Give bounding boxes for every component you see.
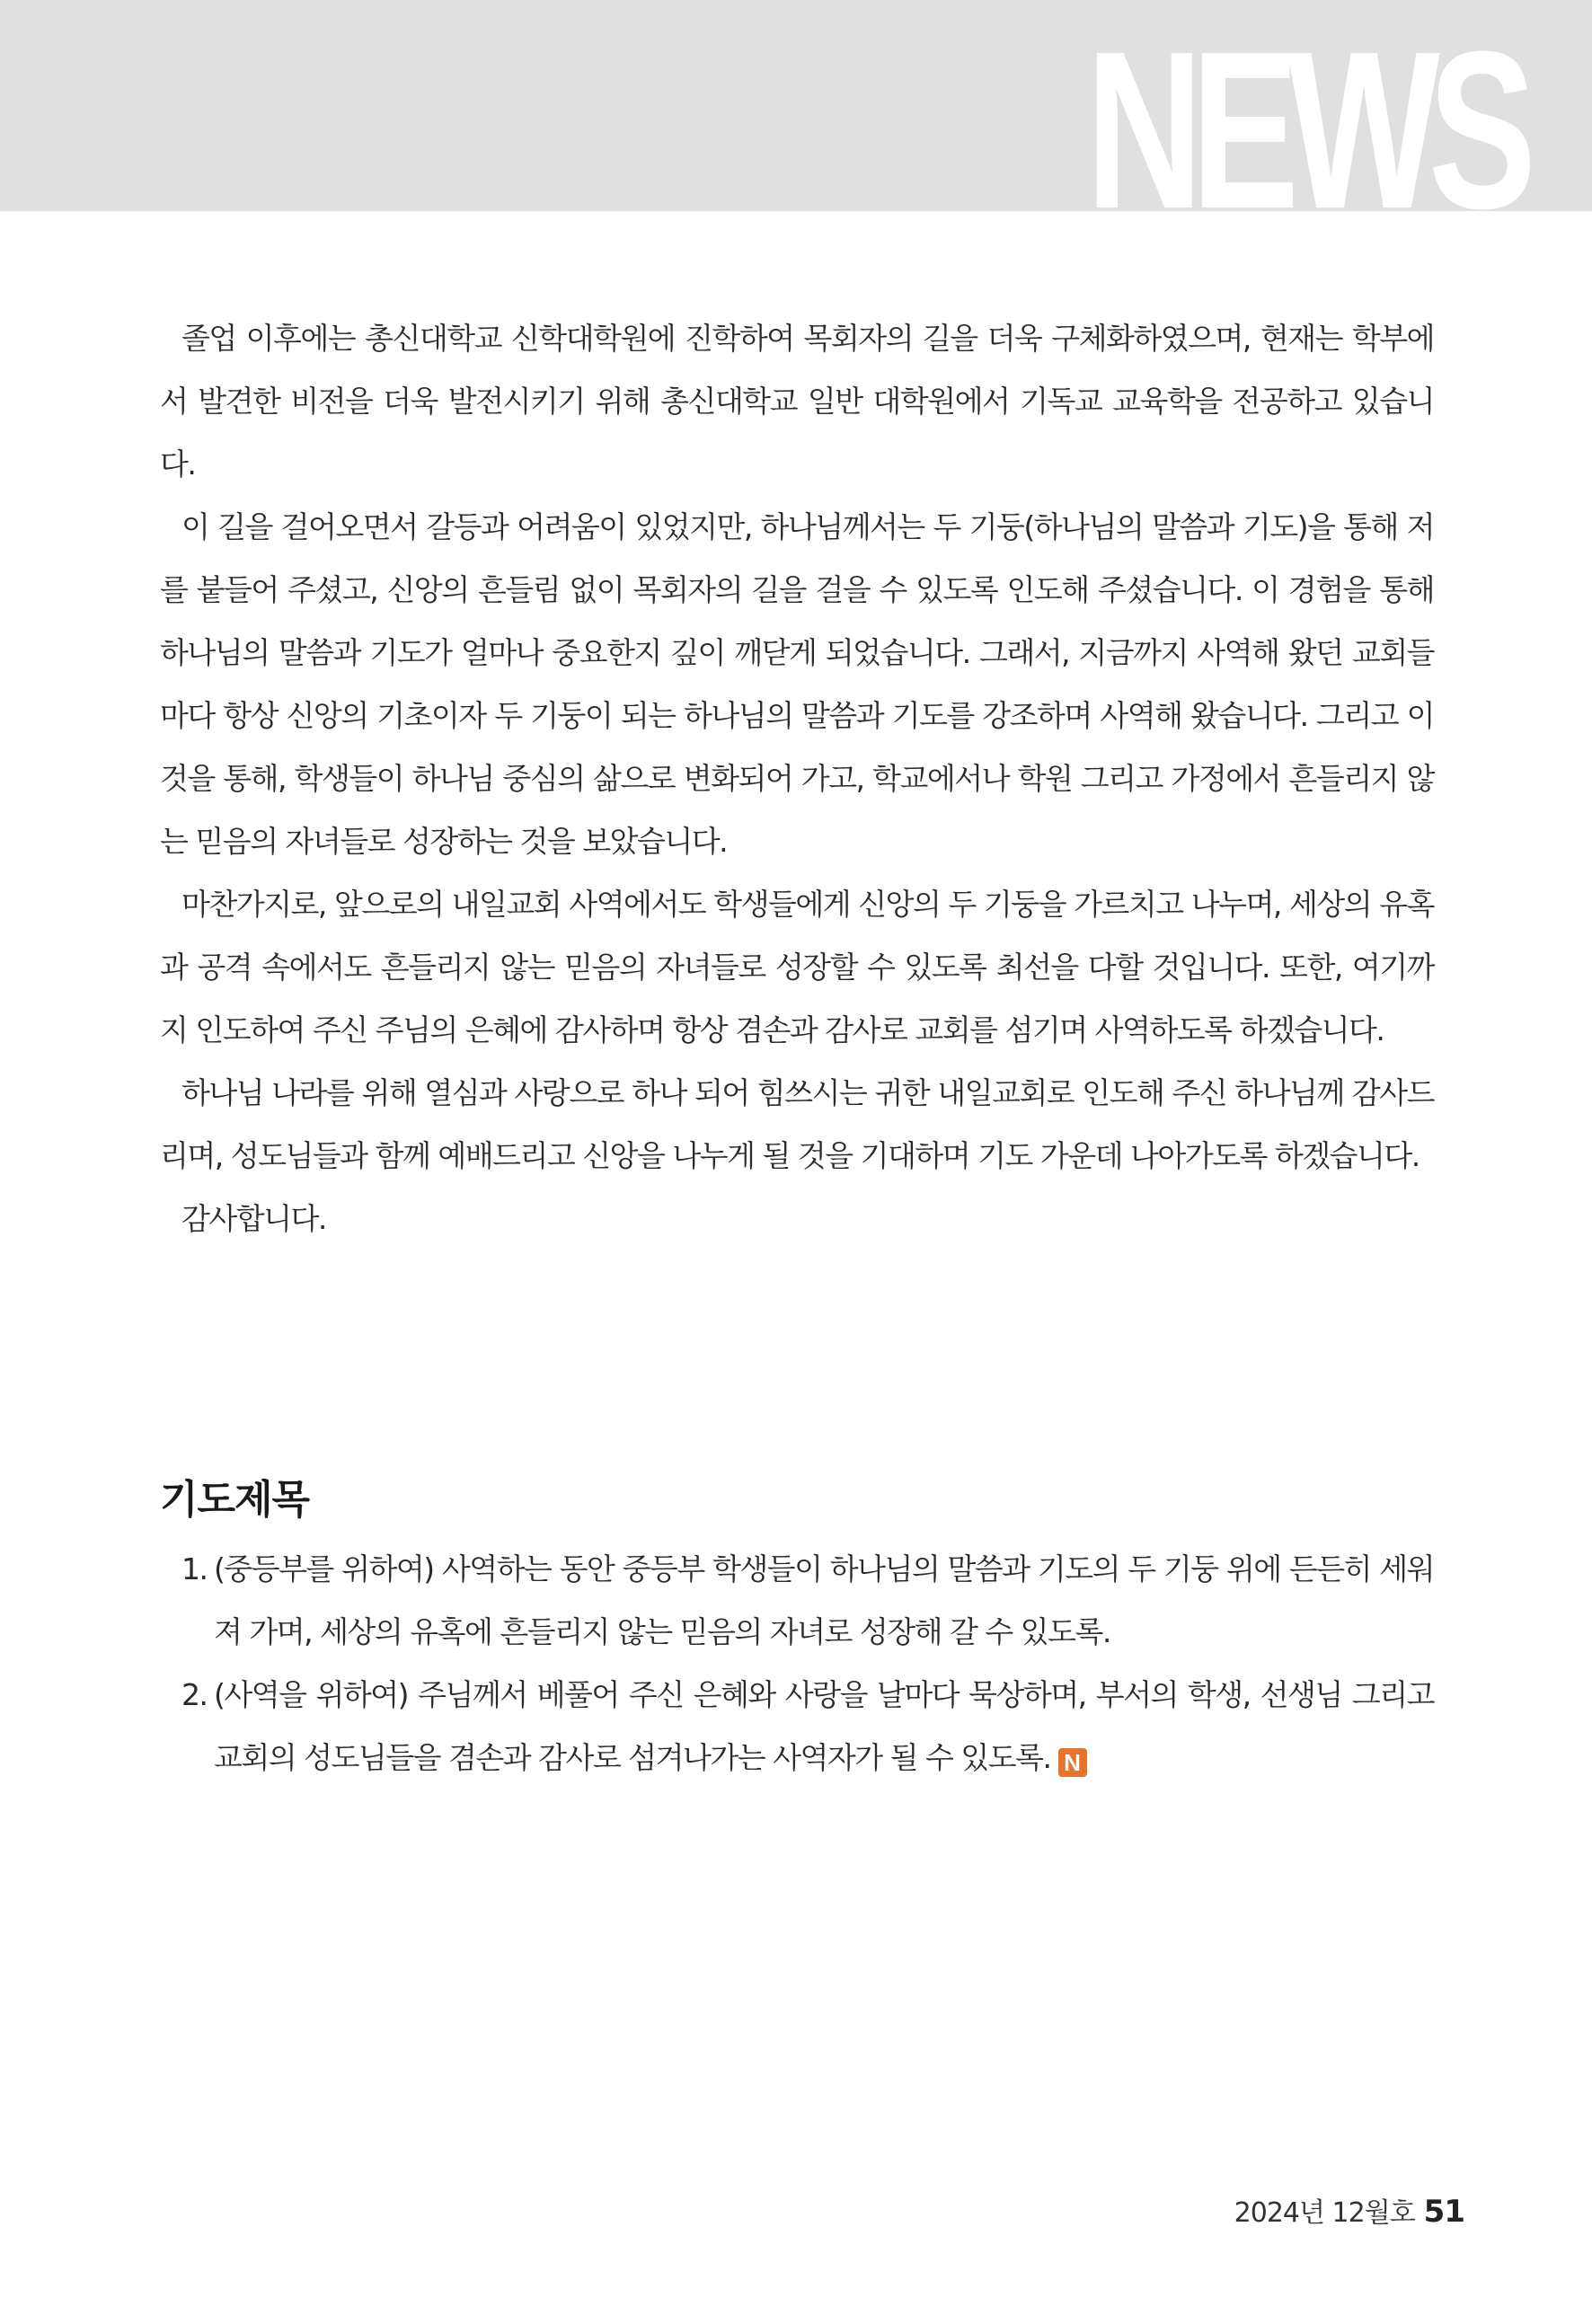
end-mark-icon: N [1058, 1748, 1087, 1777]
issue-label: 2024년 12월호 [1234, 2197, 1415, 2229]
page-number: 51 [1423, 2194, 1464, 2230]
paragraph: 마찬가지로, 앞으로의 내일교회 사역에서도 학생들에게 신앙의 두 기둥을 가르치고 나누며, 세상의 유혹과 공격 속에서도 흔들리지 않는 믿음의 자녀들로 성장할 수 있도록 최선을 다할 것입니다. 또한, 여기까지 인도하여 주신 주님의 은혜에 감사하며 항상 겸손과 감사로 교회를 섬기며 사역하도록 하겠습니다. [160, 887, 1434, 1047]
prayer-item-number: 2. [181, 1677, 208, 1712]
article-body [160, 307, 1434, 1250]
news-logo: NEWS [1085, 4, 1525, 211]
paragraph: 감사합니다. [181, 1201, 326, 1236]
prayer-item-text: (사역을 위하여) 주님께서 베풀어 주신 은혜와 사랑을 날마다 묵상하며, 부서의 학생, 선생님 그리고 교회의 성도님들을 겸손과 감사로 섬겨나가는 사역자가 될 수 있도록. [214, 1677, 1434, 1775]
prayer-item-text: (중등부를 위하여) 사역하는 동안 중등부 학생들이 하나님의 말씀과 기도의 두 기둥 위에 든든히 세워져 가며, 세상의 유혹에 흔들리지 않는 믿음의 자녀로 성장해 갈 수 있도록. [214, 1551, 1434, 1649]
prayer-item-number: 1. [181, 1551, 208, 1586]
paragraph: 하나님 나라를 위해 열심과 사랑으로 하나 되어 힘쓰시는 귀한 내일교회로 인도해 주신 하나님께 감사드리며, 성도님들과 함께 예배드리고 신앙을 나누게 될 것을 기대하며 기도 가운데 나아가도록 하겠습니다. [160, 1075, 1434, 1173]
page-footer [1234, 2192, 1464, 2233]
prayer-item [160, 1664, 1434, 1789]
prayer-section-title: 기도제목 [160, 1477, 310, 1523]
prayer-item [160, 1538, 1434, 1664]
paragraph: 졸업 이후에는 총신대학교 신학대학원에 진학하여 목회자의 길을 더욱 구체화하였으며, 현재는 학부에서 발견한 비전을 더욱 발전시키기 위해 총신대학교 일반 대학원에서 기독교 교육학을 전공하고 있습니다. [160, 321, 1434, 482]
header-band [0, 0, 1592, 211]
prayer-list [160, 1538, 1434, 1789]
paragraph: 이 길을 걸어오면서 갈등과 어려움이 있었지만, 하나님께서는 두 기둥(하나님의 말씀과 기도)을 통해 저를 붙들어 주셨고, 신앙의 흔들림 없이 목회자의 길을 걸을 수 있도록 인도해 주셨습니다. 이 경험을 통해 하나님의 말씀과 기도가 얼마나 중요한지 깊이 깨닫게 되었습니다. 그래서, 지금까지 사역해 왔던 교회들마다 항상 신앙의 기초이자 두 기둥이 되는 하나님의 말씀과 기도를 강조하며 사역해 왔습니다. 그리고 이것을 통해, 학생들이 하나님 중심의 삶으로 변화되어 가고, 학교에서나 학원 그리고 가정에서 흔들리지 않는 믿음의 자녀들로 성장하는 것을 보았습니다. [160, 509, 1434, 859]
